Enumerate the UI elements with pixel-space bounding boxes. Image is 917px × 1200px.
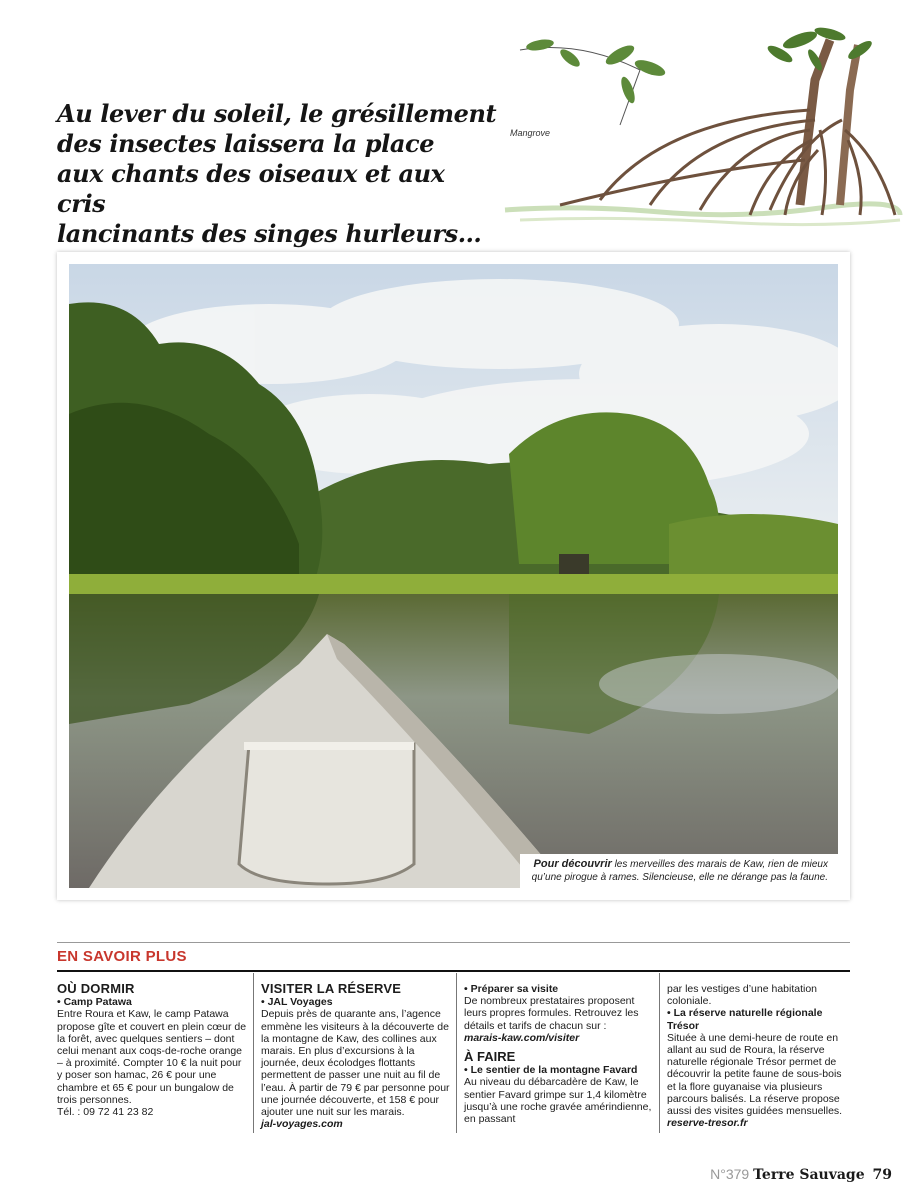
photo-frame [57,252,850,900]
section-title: EN SAVOIR PLUS [57,948,187,965]
column-text: Depuis près de quarante ans, l’agence emmène les visiteurs à la découverte de la montagne de Kaw, des collines aux marais. En plus d’excursions à la journée, deux écolodges flottants permettent de passer une nuit au fil de l’eau. À partir de 79 € par personne pour une journée découverte, et 158 € pour ajouter une nuit sur les marais. [261,1008,450,1119]
magazine-name: Terre Sauvage [753,1167,865,1183]
column-text: Au niveau du débarcadère de Kaw, le sentier Favard grimpe sur 1,4 kilomètre jusqu’à une roche gravée amérindienne, en passant [464,1076,652,1126]
website-link[interactable]: jal-voyages.com [261,1118,343,1131]
divider [57,942,850,943]
website-link[interactable]: marais-kaw.com/visiter [464,1031,580,1044]
pull-quote: Au lever du soleil, le grésillement des insectes laissera la place aux chants des oiseaux et aux cris lancinants des singes hurleurs… [57,99,497,248]
page-number: 79 [872,1167,892,1183]
column-text: De nombreux prestataires proposent leurs propres formules. Retrouvez les détails et tarifs de chacun sur : [464,995,639,1032]
column-text: par les vestiges d’une habitation coloniale. [667,983,818,1008]
column-title: À FAIRE [464,1049,516,1065]
canoe-marsh-photo [69,264,838,888]
website-link[interactable]: reserve-tresor.fr [667,1117,748,1130]
caption-lead: Pour découvrir [533,858,612,870]
photo-caption [520,854,838,888]
column-title: OÙ DORMIR [57,981,135,996]
caption-line1: les merveilles des marais de Kaw, rien de mieux [611,859,828,870]
item-title: • Préparer sa visite [464,983,559,995]
item-title: • La réserve naturelle régionale Trésor [667,1007,823,1032]
item-title: • Camp Patawa [57,996,132,1009]
divider [57,970,850,972]
column-visit-reserve [253,973,451,1133]
column-title: VISITER LA RÉSERVE [261,981,402,996]
column-tresor-reserve [659,973,850,1133]
item-title: • JAL Voyages [261,996,333,1009]
column-where-to-sleep [57,973,249,1133]
column-text: Entre Roura et Kaw, le camp Patawa propose gîte et couvert en plein cœur de la forêt, avec quelques sentiers – dont celui menant aux coqs-de-roche orange – à proximité. Compter 10 € la nuit pour y poser son hamac, 26 € pour une chambre et 65 € pour un bungalow de trois personnes. [57,1008,247,1106]
caption-line2: qu’une pirogue à rames. Silencieuse, elle ne dérange pas la faune. [531,872,828,883]
issue-number: N°379 [710,1166,750,1182]
mangrove-illustration [500,20,905,245]
phone-number: Tél. : 09 72 41 23 82 [57,1106,154,1119]
illustration-label: Mangrove [510,128,551,138]
column-prepare-visit [456,973,654,1133]
page-footer [710,1166,892,1183]
item-title: • Le sentier de la montagne Favard [464,1064,638,1077]
column-text: Située à une demi-heure de route en allant au sud de Roura, la réserve naturelle régionale Trésor permet de découvrir la petite faune de sous-bois et la flore guyanaise via plusieurs parcours balisés. La réserve propose aussi des visites guidées mensuelles. [667,1031,843,1118]
